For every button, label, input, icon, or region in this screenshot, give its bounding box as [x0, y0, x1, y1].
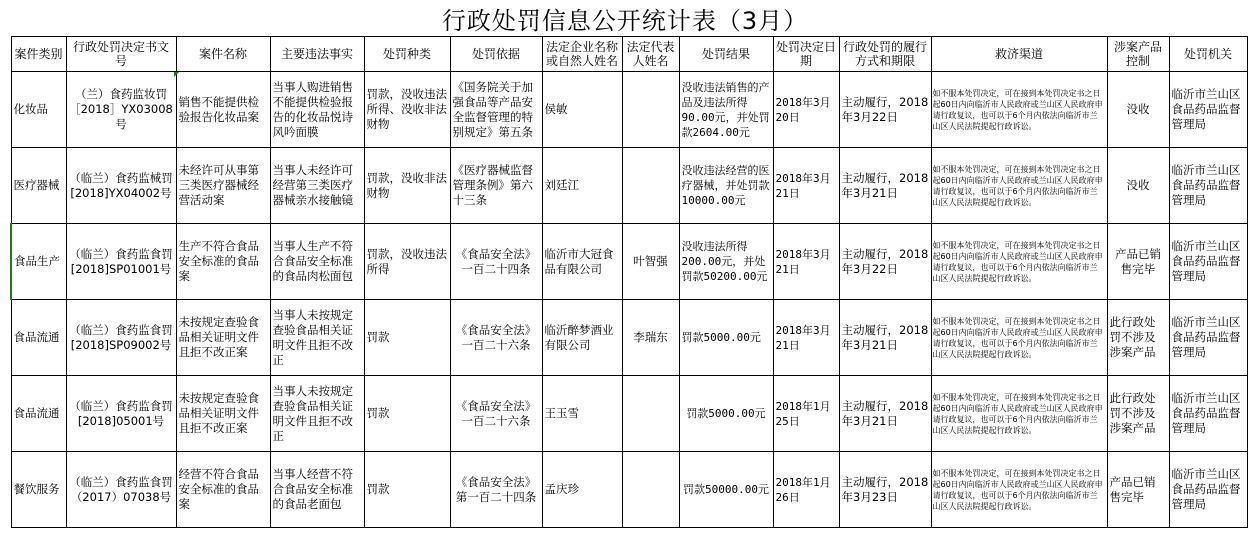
table-row — [11, 224, 1247, 300]
cell-category[interactable]: 餐饮服务 — [11, 452, 66, 528]
cell-doc-no[interactable]: （临兰）食药监食罚[2018]SP09002号 — [66, 300, 176, 376]
cell-entity[interactable]: 侯敏 — [542, 72, 622, 148]
cell-date[interactable]: 2018年1月25日 — [773, 376, 839, 452]
penalty-table — [10, 36, 1248, 528]
cell-doc-no[interactable]: （临兰）食药监食罚[2018]SP01001号 — [66, 224, 176, 300]
cell-basis[interactable]: 《食品安全法》一百二十六条 — [450, 376, 542, 452]
header-cell[interactable]: 法定企业名称或自然人姓名 — [542, 37, 622, 72]
cell-category[interactable]: 食品流通 — [11, 376, 66, 452]
cell-facts[interactable]: 当事人生产不符合食品安全标准的食品肉松面包 — [270, 224, 364, 300]
cell-result[interactable]: 没收违法经营的医疗器械，并处罚款10000.00元 — [679, 148, 773, 224]
header-cell[interactable]: 处罚决定日期 — [773, 37, 839, 72]
cell-type[interactable]: 罚款，没收违法所得 — [364, 224, 450, 300]
cell-category[interactable]: 食品生产 — [11, 224, 66, 300]
cell-date[interactable]: 2018年1月26日 — [773, 452, 839, 528]
cell-method[interactable]: 主动履行，2018年3月22日 — [839, 72, 931, 148]
cell-entity[interactable]: 刘廷江 — [542, 148, 622, 224]
cell-legal-rep[interactable] — [622, 72, 679, 148]
cell-basis[interactable]: 《食品安全法》第一百二十四条 — [450, 452, 542, 528]
cell-facts[interactable]: 当事人购进销售不能提供检验报告的化妆品悦诗风吟面膜 — [270, 72, 364, 148]
cell-remedy[interactable]: 如不服本处罚决定，可在接到本处罚决定书之日起60日内向临沂市人民政府或兰山区人民政府申请行政复议，也可以于6个月内依法向临沂市兰山区人民法院提起行政诉讼。 — [931, 452, 1107, 528]
table-row — [11, 72, 1247, 148]
header-cell[interactable]: 涉案产品控制 — [1107, 37, 1169, 72]
cell-category[interactable]: 食品流通 — [11, 300, 66, 376]
header-cell[interactable]: 案件名称 — [176, 37, 270, 72]
header-cell[interactable]: 案件类别 — [11, 37, 66, 72]
cell-remedy[interactable]: 如不服本处罚决定，可在接到本处罚决定书之日起60日内向临沂市人民政府或兰山区人民政府申请行政复议，也可以于6个月内依法向临沂市兰山区人民法院提起行政诉讼。 — [931, 376, 1107, 452]
cell-method[interactable]: 主动履行，2018年3月21日 — [839, 300, 931, 376]
cell-legal-rep[interactable]: 李瑞东 — [622, 300, 679, 376]
table-row — [11, 300, 1247, 376]
cell-case-name[interactable]: 销售不能提供检验报告化妆品案 — [176, 72, 270, 148]
cell-entity[interactable]: 临沂市大冠食品有限公司 — [542, 224, 622, 300]
cell-method[interactable]: 主动履行，2018年3月21日 — [839, 148, 931, 224]
cell-remedy[interactable]: 如不服本处罚决定，可在接到本处罚决定书之日起60日内向临沂市人民政府或兰山区人民政府申请行政复议，也可以于6个月内依法向临沂市兰山区人民法院提起行政诉讼。 — [931, 300, 1107, 376]
cell-entity[interactable]: 王玉雪 — [542, 376, 622, 452]
cell-date[interactable]: 2018年3月20日 — [773, 72, 839, 148]
cell-facts[interactable]: 当事人未经许可经营第三类医疗器械亲水接触镜 — [270, 148, 364, 224]
header-row — [11, 37, 1247, 72]
header-cell[interactable]: 主要违法事实 — [270, 37, 364, 72]
cell-type[interactable]: 罚款，没收违法所得、没收非法财物 — [364, 72, 450, 148]
cell-type[interactable]: 罚款 — [364, 452, 450, 528]
cell-method[interactable]: 主动履行，2018年3月22日 — [839, 224, 931, 300]
cell-category[interactable]: 化妆品 — [11, 72, 66, 148]
cell-method[interactable]: 主动履行，2018年3月21日 — [839, 376, 931, 452]
cell-legal-rep[interactable]: 叶智强 — [622, 224, 679, 300]
cell-type[interactable]: 罚款 — [364, 300, 450, 376]
table-row — [11, 376, 1247, 452]
cell-product-control[interactable]: 此行政处罚不涉及涉案产品 — [1107, 300, 1169, 376]
table-row — [11, 452, 1247, 528]
cell-doc-no[interactable]: （兰）食药监妆罚［2018］YX03008号 — [66, 72, 176, 148]
cell-case-name[interactable]: 生产不符合食品安全标准的食品案 — [176, 224, 270, 300]
cell-result[interactable]: 没收违法销售的产品及违法所得90.00元，并处罚款2604.00元 — [679, 72, 773, 148]
table-row — [11, 148, 1247, 224]
header-cell[interactable]: 救济渠道 — [931, 37, 1107, 72]
cell-result[interactable]: 没收违法所得200.00元，并处罚款50200.00元 — [679, 224, 773, 300]
cell-type[interactable]: 罚款 — [364, 376, 450, 452]
cell-product-control[interactable]: 没收 — [1107, 148, 1169, 224]
cell-date[interactable]: 2018年3月21日 — [773, 148, 839, 224]
cell-comment-marker — [174, 72, 179, 77]
cell-product-control[interactable]: 此行政处罚不涉及涉案产品 — [1107, 376, 1169, 452]
cell-legal-rep[interactable] — [622, 452, 679, 528]
cell-facts[interactable]: 当事人经营不符合食品安全标准的食品老面包 — [270, 452, 364, 528]
cell-authority[interactable]: 临沂市兰山区食品药品监督管理局 — [1169, 148, 1247, 224]
cell-basis[interactable]: 《食品安全法》一百二十六条 — [450, 300, 542, 376]
cell-authority[interactable]: 临沂市兰山区食品药品监督管理局 — [1169, 224, 1247, 300]
cell-method[interactable]: 主动履行，2018年3月23日 — [839, 452, 931, 528]
header-cell[interactable]: 法定代表人姓名 — [622, 37, 679, 72]
cell-doc-no[interactable]: （临兰）食药监械罚[2018]YX04002号 — [66, 148, 176, 224]
cell-result[interactable]: 罚款5000.00元 — [679, 300, 773, 376]
cell-authority[interactable]: 临沂市兰山区食品药品监督管理局 — [1169, 376, 1247, 452]
cell-entity[interactable]: 孟庆珍 — [542, 452, 622, 528]
cell-basis[interactable]: 《食品安全法》一百二十四条 — [450, 224, 542, 300]
cell-authority[interactable]: 临沂市兰山区食品药品监督管理局 — [1169, 452, 1247, 528]
cell-doc-no[interactable]: （临兰）食药监食罚[2018]05001号 — [66, 376, 176, 452]
cell-type[interactable]: 罚款，没收非法财物 — [364, 148, 450, 224]
cell-remedy[interactable]: 如不服本处罚决定，可在接到本处罚决定书之日起60日内向临沂市人民政府或兰山区人民政府申请行政复议，也可以于6个月内依法向临沂市兰山区人民法院提起行政诉讼。 — [931, 148, 1107, 224]
cell-authority[interactable]: 临沂市兰山区食品药品监督管理局 — [1169, 300, 1247, 376]
cell-case-name[interactable]: 未经许可从事第三类医疗器械经营活动案 — [176, 148, 270, 224]
cell-category[interactable]: 医疗器械 — [11, 148, 66, 224]
header-cell[interactable]: 处罚结果 — [679, 37, 773, 72]
cell-remedy[interactable]: 如不服本处罚决定，可在接到本处罚决定书之日起60日内向临沂市人民政府或兰山区人民政府申请行政复议，也可以于6个月内依法向临沂市兰山区人民法院提起行政诉讼。 — [931, 72, 1107, 148]
cell-basis[interactable]: 《国务院关于加强食品等产品安全监督管理的特别规定》第五条 — [450, 72, 542, 148]
header-cell[interactable]: 行政处罚的履行方式和期限 — [839, 37, 931, 72]
cell-case-name[interactable]: 未按规定查验食品相关证明文件且拒不改正案 — [176, 376, 270, 452]
cell-case-name[interactable]: 未按规定查验食品相关证明文件且拒不改正案 — [176, 300, 270, 376]
cell-remedy[interactable]: 如不服本处罚决定，可在接到本处罚决定书之日起60日内向临沂市人民政府或兰山区人民政府申请行政复议，也可以于6个月内依法向临沂市兰山区人民法院提起行政诉讼。 — [931, 224, 1107, 300]
cell-case-name[interactable]: 经营不符合食品安全标准的食品案 — [176, 452, 270, 528]
cell-result[interactable]: 罚款5000.00元 — [679, 376, 773, 452]
cell-product-control[interactable]: 产品已销售完毕 — [1107, 224, 1169, 300]
cell-product-control[interactable]: 产品已销售完毕 — [1107, 452, 1169, 528]
cell-result[interactable]: 罚款50000.00元 — [679, 452, 773, 528]
cell-facts[interactable]: 当事人未按规定查验食品相关证明文件且拒不改正 — [270, 376, 364, 452]
cell-entity[interactable]: 临沂醉梦酒业有限公司 — [542, 300, 622, 376]
header-cell[interactable]: 处罚种类 — [364, 37, 450, 72]
header-cell[interactable]: 处罚依据 — [450, 37, 542, 72]
cell-date[interactable]: 2018年3月21日 — [773, 300, 839, 376]
cell-doc-no[interactable]: （临兰）食药监食罚（2017）07038号 — [66, 452, 176, 528]
cell-legal-rep[interactable] — [622, 148, 679, 224]
cell-basis[interactable]: 《医疗器械监督管理条例》第六十三条 — [450, 148, 542, 224]
cell-date[interactable]: 2018年3月21日 — [773, 224, 839, 300]
page-title: 行政处罚信息公开统计表（3月） — [441, 6, 809, 35]
header-cell[interactable]: 处罚机关 — [1169, 37, 1247, 72]
cell-authority[interactable]: 临沂市兰山区食品药品监督管理局 — [1169, 72, 1247, 148]
cell-legal-rep[interactable] — [622, 376, 679, 452]
cell-product-control[interactable]: 没收 — [1107, 72, 1169, 148]
cell-facts[interactable]: 当事人未按规定查验食品相关证明文件且拒不改正 — [270, 300, 364, 376]
header-cell[interactable]: 行政处罚决定书文号 — [66, 37, 176, 72]
